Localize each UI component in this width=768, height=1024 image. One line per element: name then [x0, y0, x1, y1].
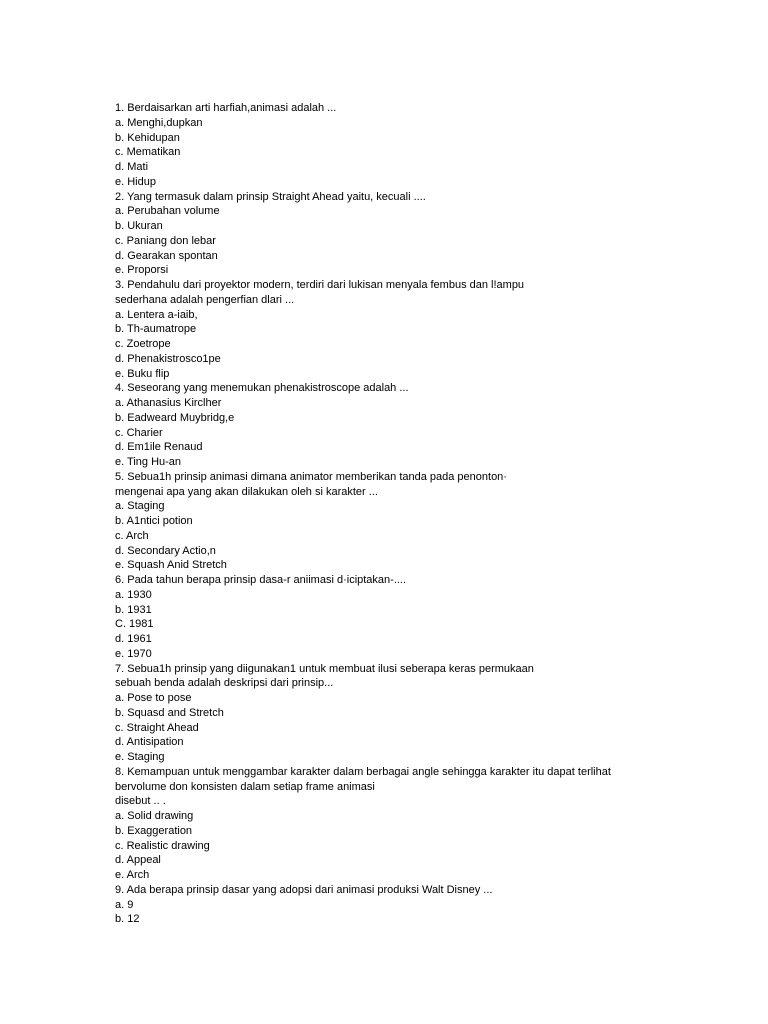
- answer-option: b. Eadweard Muybridg,e: [115, 411, 235, 424]
- question-text: 2. Yang termasuk dalam prinsip Straight Ahead yaitu, kecuali ....: [115, 190, 426, 203]
- question-text: 1. Berdaisarkan arti harfiah,animasi adalah ...: [115, 102, 337, 114]
- question-7: [115, 662, 715, 765]
- answer-option: b. Th-aumatrope: [115, 323, 197, 336]
- question-2: [115, 190, 715, 279]
- answer-option: e. Proporsi: [115, 264, 169, 277]
- answer-option: a. 9: [115, 898, 134, 911]
- question-text: 5. Sebua1h prinsip animasi dimana animator memberikan tanda pada penonton·: [115, 470, 507, 483]
- answer-option: c. Mematikan: [115, 146, 181, 159]
- question-text: sederhana adalah pengerfian dlari ...: [115, 293, 295, 306]
- answer-option: d. Secondary Actio,n: [115, 544, 216, 557]
- answer-option: e. Squash Anid Stretch: [115, 559, 227, 572]
- answer-option: c. Straight Ahead: [115, 721, 199, 734]
- question-text: bervolume don konsisten dalam setiap frame animasi: [115, 780, 375, 793]
- answer-option: e. 1970: [115, 647, 152, 660]
- answer-option: a. Lentera a-iaib,: [115, 308, 198, 321]
- answer-option: d. Appeal: [115, 854, 161, 867]
- answer-option: d. Gearakan spontan: [115, 249, 218, 262]
- answer-option: d. Mati: [115, 161, 149, 173]
- question-4: [115, 381, 715, 470]
- answer-option: a. Menghi,dupkan: [115, 116, 203, 129]
- answer-option: a. Athanasius Kirclher: [115, 397, 222, 409]
- answer-option: e. Ting Hu-an: [115, 456, 182, 468]
- answer-option: c. Paniang don lebar: [115, 234, 216, 247]
- question-text: sebuah benda adalah deskripsi dari prinsip...: [115, 677, 334, 690]
- answer-option: b. Kehidupan: [115, 131, 180, 144]
- answer-option: d. Em1ile Renaud: [115, 441, 203, 454]
- answer-option: d. 1961: [115, 633, 152, 645]
- quiz-content: [115, 101, 715, 927]
- question-text: 6. Pada tahun berapa prinsip dasa-r aniimasi d·iciptakan-....: [115, 574, 407, 586]
- answer-option: b. Exaggeration: [115, 824, 193, 837]
- question-1: [115, 101, 715, 190]
- answer-option: b. 1931: [115, 603, 152, 616]
- question-text: 9. Ada berapa prinsip dasar yang adopsi dari animasi produksi Walt Disney ...: [115, 883, 493, 896]
- answer-option: a. 1930: [115, 588, 152, 601]
- question-text: mengenai apa yang akan dilakukan oleh si karakter ...: [115, 485, 378, 498]
- question-text: 4. Seseorang yang menemukan phenakistroscope adalah ...: [115, 382, 409, 395]
- question-5: [115, 470, 715, 573]
- answer-option: c. Realistic drawing: [115, 839, 210, 852]
- answer-option: a. Staging: [115, 500, 165, 513]
- answer-option: e. Staging: [115, 751, 165, 763]
- answer-option: b. A1ntici potion: [115, 515, 193, 527]
- answer-option: b. Ukuran: [115, 220, 163, 232]
- answer-option: a. Pose to pose: [115, 692, 192, 704]
- answer-option: c. Charier: [115, 426, 163, 439]
- answer-option: b. 12: [115, 913, 140, 926]
- answer-option: a. Perubahan volume: [115, 205, 220, 218]
- question-9: [115, 883, 715, 927]
- question-6: [115, 573, 715, 662]
- answer-option: c. Arch: [115, 529, 149, 542]
- question-text: 8. Kemampuan untuk menggambar karakter dalam berbagai angle sehingga karakter itu dapat terlihat: [115, 765, 611, 778]
- answer-option: c. Zoetrope: [115, 338, 171, 350]
- answer-option: a. Solid drawing: [115, 810, 194, 822]
- answer-option: e. Hidup: [115, 175, 156, 188]
- answer-option: e. Arch: [115, 869, 150, 881]
- question-3: [115, 278, 715, 381]
- answer-option: C. 1981: [115, 618, 154, 631]
- question-8: [115, 765, 715, 883]
- answer-option: e. Buku flip: [115, 367, 170, 380]
- question-text: disebut .. .: [115, 795, 166, 808]
- question-text: 3. Pendahulu dari proyektor modern, terdiri dari lukisan menyala fembus dan l!ampu: [115, 279, 525, 291]
- answer-option: d. Phenakistrosco1pe: [115, 352, 221, 365]
- answer-option: d. Antisipation: [115, 736, 184, 749]
- question-text: 7. Sebua1h prinsip yang diigunakan1 untuk membuat ilusi seberapa keras permukaan: [115, 662, 534, 675]
- answer-option: b. Squasd and Stretch: [115, 706, 224, 719]
